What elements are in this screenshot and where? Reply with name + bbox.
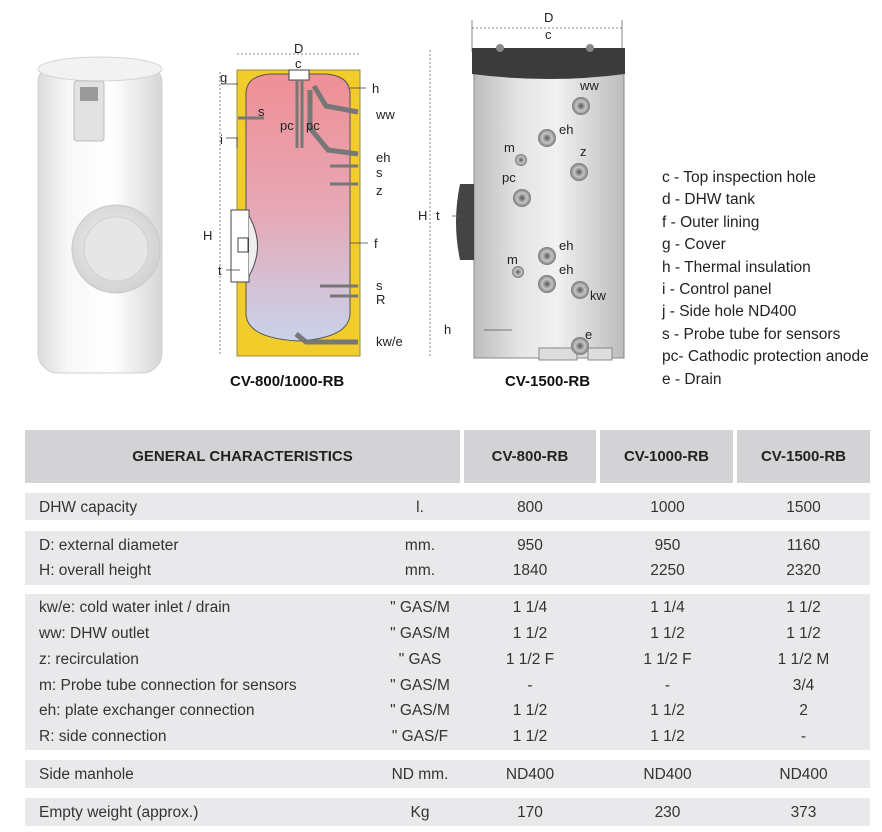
label-m: m	[504, 140, 515, 155]
header-cv1500: CV-1500-RB	[737, 430, 870, 483]
legend-item: s - Probe tube for sensors	[662, 325, 841, 343]
tank-diagram-cv800	[200, 38, 430, 363]
label-R: R	[376, 292, 386, 307]
table-row: Side manhole ND mm. ND400 ND400 ND400	[39, 766, 828, 783]
label-eh: eh	[376, 150, 391, 165]
table-row: ww: DHW outlet " GAS/M 1 1/2 1 1/2 1 1/2	[39, 625, 821, 642]
label-i: i	[220, 132, 223, 147]
table-row: m: Probe tube connection for sensors " GAS/M - - 3/4	[39, 677, 815, 694]
water-heater-photo	[30, 55, 170, 380]
label-ww: ww	[580, 78, 599, 93]
label-g: g	[220, 70, 228, 85]
label-D: D	[294, 41, 304, 56]
table-row: Empty weight (approx.) Kg 170 230 373	[39, 804, 817, 821]
legend-item: j - Side hole ND400	[662, 303, 797, 321]
legend-item: f - Outer lining	[662, 213, 760, 231]
label-H: H	[203, 228, 213, 243]
label-eh: eh	[559, 122, 574, 137]
table-row: R: side connection " GAS/F 1 1/2 1 1/2 -	[39, 728, 807, 745]
caption-cv1500: CV-1500-RB	[505, 373, 591, 390]
header-cv800: CV-800-RB	[464, 430, 596, 483]
label-t: t	[436, 208, 440, 223]
legend-item: pc- Cathodic protection anode	[662, 348, 869, 366]
legend-item: i - Control panel	[662, 281, 772, 299]
legend	[662, 167, 869, 391]
label-H: H	[418, 208, 428, 223]
legend-item: e - Drain	[662, 370, 722, 388]
label-s: s	[376, 165, 383, 180]
tank-diagram-cv1500	[412, 8, 642, 366]
label-z: z	[580, 144, 587, 159]
label-kwe: kw/e	[376, 334, 403, 349]
label-eh: eh	[559, 238, 574, 253]
table-header	[25, 430, 870, 483]
label-z: z	[376, 183, 383, 198]
header-title: GENERAL CHARACTERISTICS	[25, 430, 460, 483]
legend-item: d - DHW tank	[662, 191, 756, 209]
label-pc: pc	[280, 118, 294, 133]
label-s: s	[258, 104, 265, 119]
label-t: t	[218, 263, 222, 278]
label-s: s	[376, 278, 383, 293]
label-kw: kw	[590, 288, 606, 303]
label-m: m	[507, 252, 518, 267]
label-pc: pc	[502, 170, 516, 185]
label-pc: pc	[306, 118, 320, 133]
label-f: f	[374, 236, 378, 251]
caption-cv800: CV-800/1000-RB	[230, 373, 345, 390]
table-row: D: external diameter mm. 950 950 1160	[39, 537, 821, 554]
legend-item: g - Cover	[662, 236, 726, 254]
legend-item: h - Thermal insulation	[662, 258, 811, 276]
label-c: c	[545, 27, 552, 42]
legend-item: c - Top inspection hole	[662, 169, 816, 186]
label-h: h	[444, 322, 452, 337]
table-row: H: overall height mm. 1840 2250 2320	[39, 562, 821, 579]
spec-table	[25, 430, 870, 821]
table-row: z: recirculation " GAS 1 1/2 F 1 1/2 F 1 1/2 M	[39, 651, 830, 668]
label-D: D	[544, 10, 554, 25]
header-cv1000: CV-1000-RB	[600, 430, 733, 483]
table-row: kw/e: cold water inlet / drain " GAS/M 1 1/4 1 1/4 1 1/2	[39, 599, 821, 616]
label-h: h	[372, 81, 380, 96]
label-e: e	[585, 327, 593, 342]
label-ww: ww	[376, 107, 395, 122]
table-row: eh: plate exchanger connection " GAS/M 1 1/2 1 1/2 2	[39, 702, 808, 719]
label-eh: eh	[559, 262, 574, 277]
label-c: c	[295, 56, 302, 71]
table-row: DHW capacity l. 800 1000 1500	[39, 499, 821, 516]
